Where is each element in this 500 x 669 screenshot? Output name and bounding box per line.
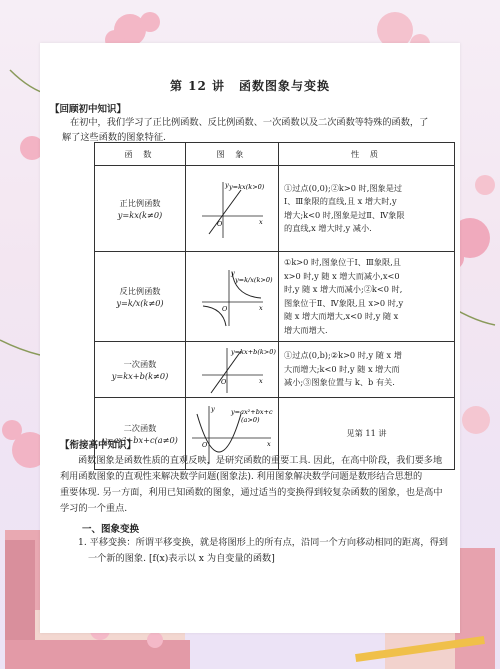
section-heading-highschool: 【衔接高中知识】 <box>60 440 137 451</box>
svg-text:O: O <box>221 377 227 386</box>
graph-label: y=k/x(k>0) <box>235 275 273 284</box>
inverse-graph <box>197 266 273 328</box>
header-graph: 图 象 <box>186 143 279 166</box>
table-header-row <box>95 143 455 166</box>
page-title: 第 12 讲 函数图象与变换 <box>169 79 331 93</box>
property-cell: ①k>0 时,图象位于Ⅰ、Ⅲ象限,且 x>0 时,y 随 x 增大而减小,x<0 时,y 随 x 增大而减小;②k<0 时, 图象位于Ⅱ、Ⅳ象限,且 x>0 时,y 随 x 增大而增大,x<0 时,y 随 x 增大而增大. <box>279 252 455 342</box>
property-cell: ①过点(0,b);②k>0 时,y 随 x 增 大而增大;k<0 时,y 随 x 增大而 减小;③图象位置与 k、b 有关. <box>279 342 455 398</box>
graph-label: y=ax²+bx+c <box>231 407 273 416</box>
section-heading-review: 【回顾初中知识】 <box>50 104 127 115</box>
svg-text:O: O <box>202 440 208 449</box>
table-row <box>95 342 455 398</box>
graph-label: y=kx(k>0) <box>229 182 265 191</box>
translation-paragraph: 1. 平移变换：所谓平移变换，就是将图形上的所有点，沿同一个方向移动相同的距离，得到 一个新的图象. [f(x)表示以 x 为自变量的函数] <box>78 537 448 564</box>
svg-text:y: y <box>211 404 215 413</box>
svg-text:x: x <box>259 217 263 226</box>
svg-text:O: O <box>217 219 223 228</box>
function-name-cell: 二次函数 y=ax²+bx+c(a≠0) <box>95 398 186 470</box>
table-row <box>95 252 455 342</box>
property-cell: 见第 11 讲 <box>279 398 455 470</box>
svg-text:(a>0): (a>0) <box>241 415 260 424</box>
svg-text:y: y <box>231 268 235 277</box>
header-function: 函 数 <box>95 143 186 166</box>
highschool-paragraph: 函数图象是函数性质的直观反映，是研究函数的重要工具. 因此，在高中阶段，我们要多地 利用函数图象的直观性来解决数学问题(图象法). 利用图象解决数学问题是数形结合思想的 重要体现. 另一方面，利用已知函数的图象，通过适当的变换得到较复杂函数的图象，也是高中 学习的一个重点. <box>60 455 443 514</box>
function-name-cell: 反比例函数 y=k/x(k≠0) <box>95 252 186 342</box>
subheading-transform: 一、图象变换 <box>82 524 140 535</box>
svg-text:O: O <box>222 304 228 313</box>
graph-cell <box>186 252 279 342</box>
property-cell: ①过点(0,0);②k>0 时,图象是过 Ⅰ、Ⅲ象限的直线,且 x 增大时,y 增大;k<0 时,图象是过Ⅱ、Ⅳ象限 的直线,x 增大时,y 减小. <box>279 166 455 252</box>
proportional-graph <box>197 178 267 240</box>
svg-text:x: x <box>259 303 263 312</box>
graph-cell <box>186 166 279 252</box>
linear-graph <box>197 345 276 395</box>
graph-cell <box>186 342 279 398</box>
function-table <box>94 142 455 470</box>
function-name-cell: 一次函数 y=kx+b(k≠0) <box>95 342 186 398</box>
svg-text:x: x <box>259 376 263 385</box>
document-page <box>40 43 460 633</box>
table-row <box>95 166 455 252</box>
graph-label: y=kx+b(k>0) <box>231 347 276 356</box>
function-name-cell: 正比例函数 y=kx(k≠0) <box>95 166 186 252</box>
svg-text:x: x <box>267 439 271 448</box>
intro-paragraph: 在初中，我们学习了正比例函数、反比例函数、一次函数以及二次函数等特殊的函数，了 解了这些函数的图象特征. <box>62 117 429 143</box>
svg-text:y: y <box>225 180 229 189</box>
header-property: 性 质 <box>279 143 455 166</box>
